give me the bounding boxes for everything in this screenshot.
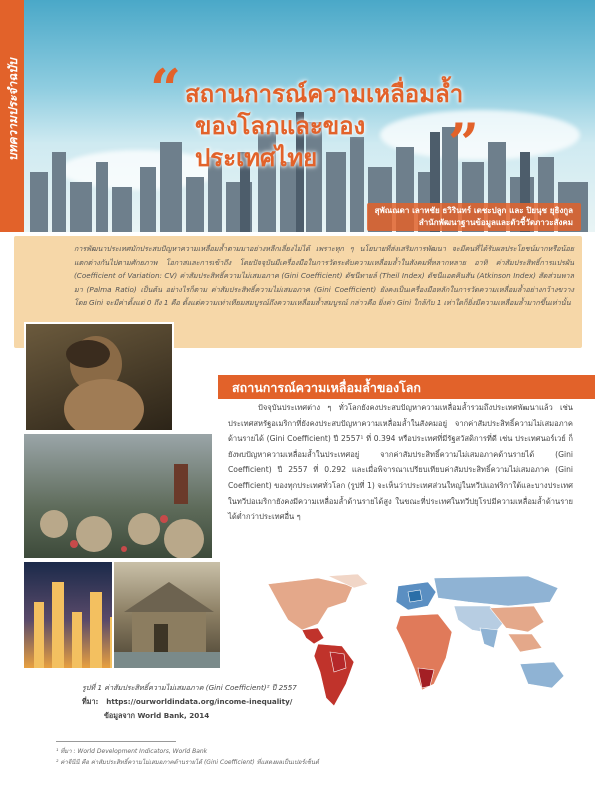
map-region-russia xyxy=(434,576,558,606)
side-tab-label: บทความประจำฉบับ xyxy=(6,58,20,162)
authors: สุพัณณดา เลาหชัย ธวิรินทร์ เตชะปลูก และ ปิยนุช ยุธิงกูล xyxy=(374,206,573,215)
map-region-central-america xyxy=(302,628,324,644)
source-data-note: ข้อมูลจาก World Bank, 2014 xyxy=(104,711,210,720)
title-line-1: สถานการณ์ความเหลื่อมล้ำ xyxy=(185,80,464,108)
abstract-text: การพัฒนาประเทศมักประสบปัญหาความเหลื่อมล้ำตามมาอย่างหลีกเลี่ยงไม่ได้ เพราะทุก ๆ นโยบายที่ส่งเสริมการพัฒนา จะมีคนที่ได้รับผลประโยชน์มากหรือน้อย แตกต่างกันไปตามศักยภาพ โอกาสและการเข้าถึง โดยปัจจุบันมีเครื่องมือในการวัดระดับความเหลื่อมล้ำในสังคมที่หลากหลาย อาทิ ค่าสัมประสิทธิ์การแปรผัน (Coefficient of Variation: CV) ค่าสัมประสิทธิ์ความไม่เสมอภาค (Gini Coefficient) ดัชนีทายล์ (Theil Index) ดัชนีแอตคินสัน (Atkinson Index) สัดส่วนพาลมา (Palma Ratio) เป็นต้น อย่างไรก็ตาม ค่าสัมประสิทธิ์ความไม่เสมอภาค (Gini Coefficient) ยังคงเป็นเครื่องมือหลักในการวัดความเหลื่อมล้ำอย่างกว้างขวาง โดย Gini จะมีค่าตั้งแต่ 0 ถึง 1 คือ ตั้งแต่ความเท่าเทียมสมบูรณ์ถึงความเหลื่อมล้ำสมบูรณ์ กล่าวคือ ยิ่งค่า Gini ใกล้กับ 1 เท่าใดก็ยิ่งมีความเหลื่อมล้ำมากขึ้นเท่านั้น xyxy=(74,244,574,307)
child-photo xyxy=(24,322,174,432)
map-region-southeast-asia xyxy=(508,634,542,652)
footnotes xyxy=(56,746,576,768)
section-body-text: ปัจจุบันประเทศต่าง ๆ ทั่วโลกยังคงประสบปัญหาความเหลื่อมล้ำรวมถึงประเทศพัฒนาแล้ว เช่น ประเทศสหรัฐอเมริกาที่ยังคงประสบปัญหาความเหลื่อมล้ำในสังคมอยู่ จากค่าสัมประสิทธิ์ความไม่เสมอภาคด้านรายได้ (Gini Coefficient) ปี 2557¹ ที่ 0.394 หรือประเทศที่มีรัฐสวัสดิการที่ดี เช่น ประเทศนอร์เวย์ ก็ยังพบปัญหาความเหลื่อมล้ำในประเทศอยู่ จากค่าสัมประสิทธิ์ความไม่เสมอภาคด้านรายได้ (Gini Coefficient) ปี 2557 ที่ 0.292 และเมื่อพิจารณาเปรียบเทียบค่าสัมประสิทธิ์ความไม่เสมอภาค (Gini Coefficient) ของทุกประเทศทั่วโลก (รูปที่ 1) จะเห็นว่าประเทศส่วนใหญ่ในทวีปแอฟริกาใต้และบางประเทศในทวีปอเมริกายังคงมีความเหลื่อมล้ำด้านรายได้สูง ในขณะที่ประเทศในทวีปยุโรปมีความเหลื่อมล้ำด้านรายได้ต่ำกว่าประเทศอื่น ๆ xyxy=(228,403,573,522)
source-link[interactable]: https://ourworldindata.org/income-inequality/ xyxy=(106,697,293,706)
title-line-2: ของโลกและของประเทศไทย xyxy=(195,112,366,172)
garbage-dump-photo xyxy=(22,432,214,560)
open-quote-mark: “ xyxy=(150,57,182,121)
figure-source xyxy=(82,695,342,709)
slum-housing-photo xyxy=(112,560,222,670)
map-region-north-america xyxy=(268,578,353,630)
source-label: ที่มา: xyxy=(82,697,99,706)
section-title: สถานการณ์ความเหลื่อมล้ำของโลก xyxy=(232,380,421,395)
page-title xyxy=(185,78,465,174)
close-quote-mark: ” xyxy=(448,111,480,175)
affiliation: สำนักพัฒนาฐานข้อมูลและตัวชี้วัดภาวะสังคม xyxy=(418,218,573,227)
map-region-india xyxy=(480,628,498,648)
footnote-2: ² ค่าจีนีนี คือ ค่าสัมประสิทธิ์ความไม่เสมอภาคด้านรายได้ (Gini Coefficient) ที่แสดงผลเป็นเปอร์เซ็นต์ xyxy=(56,759,319,766)
section-side-tab xyxy=(0,0,24,232)
map-region-australia xyxy=(520,662,564,688)
figure-caption-title: รูปที่ 1 ค่าสัมประสิทธิ์ความไม่เสมอภาค (Gini Coefficient)² ปี 2557 xyxy=(82,683,297,692)
footnote-1: ¹ ที่มา : World Development Indicators, World Bank xyxy=(56,748,208,755)
figure-caption xyxy=(82,681,342,723)
map-region-scandinavia xyxy=(408,590,422,602)
footnote-divider xyxy=(56,741,176,742)
header-banner xyxy=(0,0,595,232)
author-byline xyxy=(367,203,581,231)
